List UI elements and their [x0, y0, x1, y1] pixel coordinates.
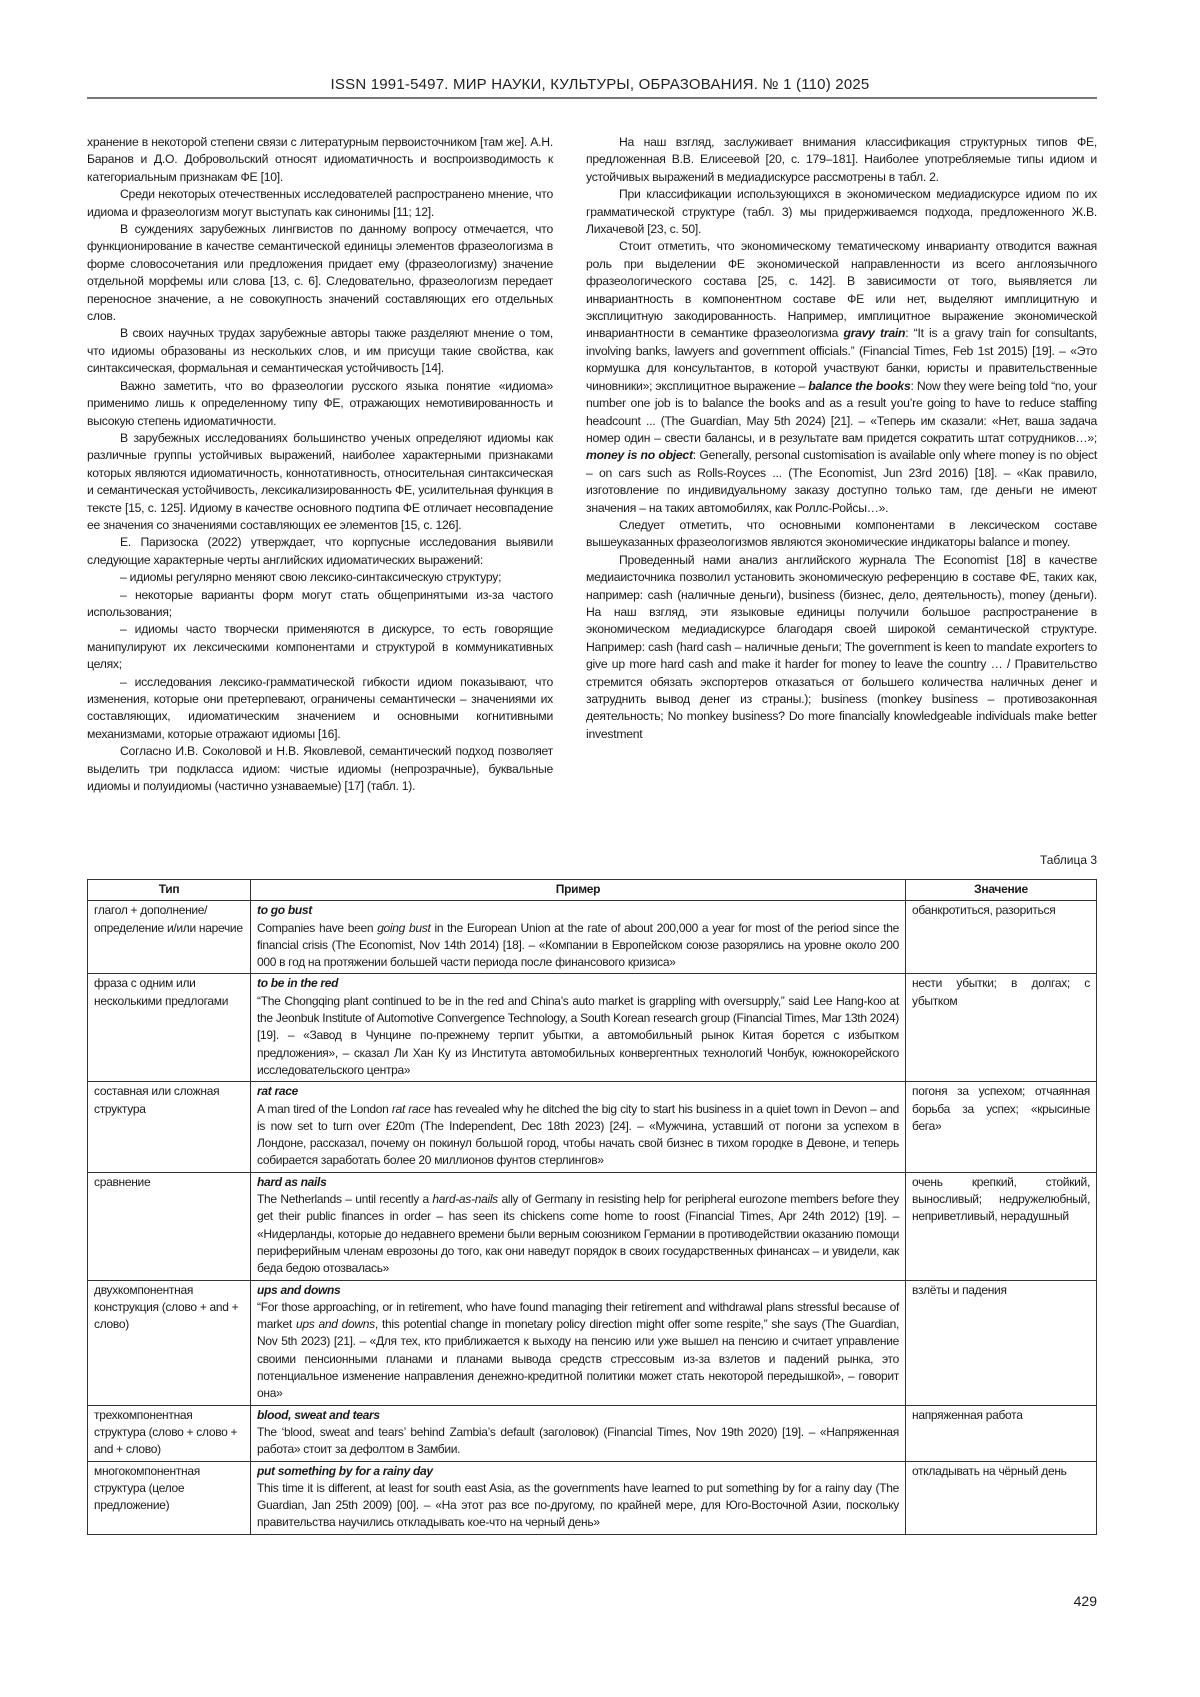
text-segment: “The Chongqing plant continued to be in the red and China’s auto market is grappling with oversupply,” said Lee Hang-koo at the Jeonbuk Institute of Automotive Convergence Technology, a South Korean research group (Financial Times, Mar 13th 2024) [19]. – «Завод в Чунцине по-прежнему терпит убытки, а автомобильный рынок Китая борется с избытком предложения», – сказал Ли Хан Ку из Института автомобильных конвергентных технологий Чонбук, южнокорейского исследовательского центра»: [257, 994, 899, 1077]
meaning-cell: очень крепкий, стойкий, выносливый; недружелюбный, неприветливый, нерадушный: [906, 1172, 1097, 1280]
type-cell: двухкомпонентная конструкция (слово + and + слово): [88, 1280, 251, 1405]
text-segment: Согласно И.В. Соколовой и Н.В. Яковлевой, семантический подход позволяет выделить три подкласса идиом: чистые идиомы (непрозрачные), буквальные идиомы и полуидиомы (частично узнаваемые) [17] (табл. 1).: [87, 744, 553, 793]
idiom-title: ups and downs: [257, 1282, 899, 1299]
table-caption: Таблица 3: [1040, 853, 1097, 867]
text-segment: – идиомы часто творчески применяются в дискурсе, то есть говорящие манипулируют их лексическими компонентами и структурой в коммуникативных целях;: [87, 622, 553, 671]
example-cell: [251, 1461, 906, 1534]
example-text: [257, 1101, 899, 1170]
italic-phrase: hard-as-nails: [432, 1192, 497, 1206]
italic-phrase: going bust: [377, 921, 430, 935]
left-column: [87, 134, 553, 795]
meaning-cell: откладывать на чёрный день: [906, 1461, 1097, 1534]
paragraph: [87, 534, 553, 569]
text-segment: “For those approaching, or in retirement, who have found managing their retirement and withdrawal plans stressful because of market: [257, 1300, 899, 1331]
text-segment: В своих научных трудах зарубежные авторы также разделяют мнение о том, что идиомы образованы из нескольких слов, и им присущи такие свойства, как синтаксическая, формальная и семантическая устойчивость [14].: [87, 326, 553, 375]
example-cell: [251, 1280, 906, 1405]
right-column: [586, 134, 1097, 743]
list-item: [87, 674, 553, 744]
idiom-title: to be in the red: [257, 975, 899, 992]
paragraph: [87, 743, 553, 795]
paragraph: [586, 238, 1097, 517]
italic-phrase: rat race: [392, 1102, 431, 1116]
header-type: Тип: [88, 880, 251, 901]
text-segment: : Generally, personal customisation is available only where money is no object – on cars such as Rolls-Royces ... (The Economist, Jun 23rd 2016) [18]. – «Как правило, изготовление по индивидуальному заказу доступно только там, где деньги не имеют значения – на таких автомобилях, как Роллс-Ройсы…».: [586, 448, 1097, 514]
header-meaning: Значение: [906, 880, 1097, 901]
idiom-title: put something by for a rainy day: [257, 1463, 899, 1480]
text-segment: Companies have been: [257, 921, 377, 935]
text-segment: Проведенный нами анализ английского журнала The Economist [18] в качестве медиаисточника позволил установить экономическую референцию в составе ФЕ, таких как, например: cash (наличные деньги), business (бизнес, дело, деятельность), money (деньги). На наш взгляд, эти языковые единицы получили большое распространение в экономическом медиадискурсе благодаря своей широкой семантической структуре. Например: cash (hard cash – наличные деньги; The government is keen to mandate exporters to give up more hard cash and make it harder for money to leave the country … / Правительство стремится обязать экспортеров отказаться от большего количества наличных денег и затруднить вывод денег из страны.); business (monkey business – противозаконная деятельность; No monkey business? Do more financially knowledgeable individuals make better investment: [586, 553, 1097, 741]
meaning-cell: напряженная работа: [906, 1405, 1097, 1461]
running-header: ISSN 1991-5497. МИР НАУКИ, КУЛЬТУРЫ, ОБРАЗОВАНИЯ. № 1 (110) 2025: [0, 76, 1200, 93]
list-item: [87, 587, 553, 622]
text-segment: A man tired of the London: [257, 1102, 392, 1116]
text-segment: В зарубежных исследованиях большинство ученых определяют идиомы как различные группы устойчивых выражений, наиболее характерными признаками которых являются идиоматичность, коннотативность, относительная синтаксическая и семантическая устойчивость, лексикализированность ФЕ, усилительная функция в тексте [15, с. 125]. Идиому в качестве основного подтипа ФЕ отличает несовпадение ее значения со значениями составляющих ее элементов [15, с. 126].: [87, 431, 553, 532]
text-segment: На наш взгляд, заслуживает внимания классификация структурных типов ФЕ, предложенная В.В. Елисеевой [20, с. 179–181]. Наиболее употребляемые типы идиом и устойчивых выражений в медиадискурсе рассмотрены в табл. 2.: [586, 135, 1097, 184]
example-cell: [251, 901, 906, 974]
idiom-title: rat race: [257, 1083, 899, 1100]
italic-phrase: ups and downs: [296, 1317, 375, 1331]
idiom-term: gravy train: [843, 326, 905, 340]
table-row: [88, 1082, 1097, 1172]
meaning-cell: нести убытки; в долгах; с убытком: [906, 974, 1097, 1082]
meaning-cell: взлёты и падения: [906, 1280, 1097, 1405]
paragraph: [586, 134, 1097, 186]
type-cell: фраза с одним или несколькими предлогами: [88, 974, 251, 1082]
text-segment: При классификации использующихся в экономическом медиадискурсе идиом по их грамматической структуре (табл. 3) мы придерживаемся подхода, предложенного Ж.В. Лихачевой [23, с. 50].: [586, 187, 1097, 236]
page-number: 429: [1074, 1593, 1097, 1609]
header-rule: [87, 97, 1097, 99]
idiom-title: to go bust: [257, 902, 899, 919]
idiom-title: hard as nails: [257, 1174, 899, 1191]
type-cell: многокомпонентная структура (целое предложение): [88, 1461, 251, 1534]
text-segment: Е. Паризоска (2022) утверждает, что корпусные исследования выявили следующие характерные черты английских идиоматических выражений:: [87, 535, 553, 566]
table-row: [88, 1461, 1097, 1534]
type-cell: составная или сложная структура: [88, 1082, 251, 1172]
table-row: [88, 1280, 1097, 1405]
text-segment: ally of Germany in resisting help for peripheral eurozone members before they get their public finances in order – has seen its chickens come home to roost (Financial Times, Apr 24th 2012) [19]. – «Нидерланды, которые до недавнего времени были верным союзником Германии в противодействии оказанию помощи периферийным членам еврозоны до того, как они наведут порядок в своих государственных финансах – и увидели, как беда бедою отозвалась»: [257, 1192, 899, 1275]
text-segment: – некоторые варианты форм могут стать общепринятыми из-за частого использования;: [87, 588, 553, 619]
text-segment: Следует отметить, что основными компонентами в лексическом составе вышеуказанных фразеологизмов являются экономические индикаторы balance и money.: [586, 518, 1097, 549]
text-segment: , this potential change in monetary policy direction might offer some respite,” she says (The Guardian, Nov 5th 2023) [21]. – «Для тех, кто приближается к выходу на пенсию или уже вышел на пенсию и считает управление своими пенсионными планами и планами вывода средств стрессовым из-за взлетов и падений рынка, это потенциальное изменение направления денежно-кредитной политики может стать некоторой передышкой», – говорит она»: [257, 1317, 899, 1400]
example-cell: [251, 1405, 906, 1461]
example-text: [257, 993, 899, 1079]
table-row: [88, 1405, 1097, 1461]
text-segment: В суждениях зарубежных лингвистов по данному вопросу отмечается, что функционирование в качестве семантической единицы элементов фразеологизма в форме словосочетания или предложения придает ему (фразеологизму) значение отдельной морфемы или слова [13, с. 6]. Следовательно, фразеологизм передает переносное значение, а не совокупность значений составляющих его отдельных слов.: [87, 222, 553, 323]
type-cell: сравнение: [88, 1172, 251, 1280]
text-segment: хранение в некоторой степени связи с литературным первоисточником [там же]. А.Н. Баранов и Д.О. Добровольский относят идиоматичность и воспроизводимость к категориальным признакам ФЕ [10].: [87, 135, 553, 184]
example-text: [257, 1424, 899, 1459]
paragraph: [87, 221, 553, 325]
list-item: [87, 569, 553, 586]
text-segment: Важно заметить, что во фразеологии русского языка понятие «идиома» применимо лишь к определенному типу ФЕ, отражающих немотивированность и высокую степень идиоматичности.: [87, 379, 553, 428]
table-row: [88, 974, 1097, 1082]
paragraph: [87, 186, 553, 221]
idiom-title: blood, sweat and tears: [257, 1407, 899, 1424]
table-header-row: [88, 880, 1097, 901]
type-cell: трехкомпонентная структура (слово + слово + and + слово): [88, 1405, 251, 1461]
text-segment: in the European Union at the rate of about 200,000 a year for most of the period since the financial crisis (The Economist, Nov 14th 2014) [18]. – «Компании в Европейском союзе разорялись на уровне около 200 000 в год на протяжении большей части периода после финансового кризиса»: [257, 921, 899, 970]
example-text: [257, 1480, 899, 1532]
paragraph: [87, 378, 553, 430]
paragraph: [586, 552, 1097, 743]
meaning-cell: погоня за успехом; отчаянная борьба за успех; «крысиные бега»: [906, 1082, 1097, 1172]
text-segment: – идиомы регулярно меняют свою лексико-синтаксическую структуру;: [120, 570, 501, 584]
text-segment: This time it is different, at least for south east Asia, as the governments have learned to put something by for a rainy day (The Guardian, Jan 25th 2009) [00]. – «На этот раз все по-другому, по крайней мере, для Юго-Восточной Азии, поскольку правительства научились откладывать кое-что на черный день»: [257, 1481, 899, 1530]
list-item: [87, 621, 553, 673]
meaning-cell: обанкротиться, разориться: [906, 901, 1097, 974]
table-row: [88, 901, 1097, 974]
example-text: [257, 920, 899, 972]
text-segment: The Netherlands – until recently a: [257, 1192, 432, 1206]
example-text: [257, 1191, 899, 1277]
table-row: [88, 1172, 1097, 1280]
idiom-term: balance the books: [808, 379, 910, 393]
example-text: [257, 1299, 899, 1403]
text-segment: The ‘blood, sweat and tears’ behind Zambia’s default (заголовок) (Financial Times, Nov 19th 2020) [19]. – «Напряженная работа» стоит за дефолтом в Замбии.: [257, 1425, 899, 1456]
journal-page: [0, 0, 1200, 1697]
text-segment: – исследования лексико-грамматической гибкости идиом показывают, что изменения, которые они претерпевают, ограничены семантически – значениями их составляющих, идиоматическим значением и основными когнитивными механизмами, которые отражают идиомы [16].: [87, 675, 553, 741]
example-cell: [251, 974, 906, 1082]
paragraph: [87, 430, 553, 534]
type-cell: глагол + дополнение/ определение и/или наречие: [88, 901, 251, 974]
example-cell: [251, 1082, 906, 1172]
paragraph: [87, 134, 553, 186]
text-segment: Среди некоторых отечественных исследователей распространено мнение, что идиома и фразеологизм могут выступать как синонимы [11; 12].: [87, 187, 553, 218]
header-example: Пример: [251, 880, 906, 901]
text-segment: has revealed why he ditched the big city to start his business in a quiet town in Devon – and is now set to turn over £20m (The Independent, Dec 18th 2023) [24]. – «Мужчина, уставший от погони за успехом в Лондоне, рассказал, почему он покинул большой город, чтобы начать свой бизнес в тихом городке в Девоне, и теперь собирается заработать более 20 миллионов фунтов стерлингов»: [257, 1102, 899, 1168]
example-cell: [251, 1172, 906, 1280]
text-segment: Стоит отметить, что экономическому тематическому инварианту отводится важная роль при выделении ФЕ экономической направленности из всего англоязычного фразеологического состава [25, с. 142]. В зависимости от того, выявляется ли инвариантность в компонентном составе ФЕ или нет, выделяют имплицитную и эксплицитную закодированность. Например, имплицитное выражение экономической инвариантности в семантике фразеологизма: [586, 239, 1097, 340]
paragraph: [87, 325, 553, 377]
idiom-term: money is no object: [586, 448, 693, 462]
paragraph: [586, 186, 1097, 238]
text-segment: : “It is a gravy train for consultants, involving banks, lawyers and government officials.” (Financial Times, Feb 1st 2015) [19]. – «Это кормушка для консультантов, в которой участвуют банки, юристы и правительственные чиновники»; эксплицитное выражение –: [586, 326, 1097, 392]
idiom-structure-table: [87, 879, 1097, 1535]
paragraph: [586, 517, 1097, 552]
text-segment: : Now they were being told “no, your number one job is to balance the books and as a result you’re going to have to reduce staffing headcount ... (The Guardian, May 5th 2024) [21]. – «Теперь им сказали: «Нет, ваша задача номер один – свести балансы, и в результате вам придется сократить штат сотрудников…»;: [586, 379, 1097, 445]
